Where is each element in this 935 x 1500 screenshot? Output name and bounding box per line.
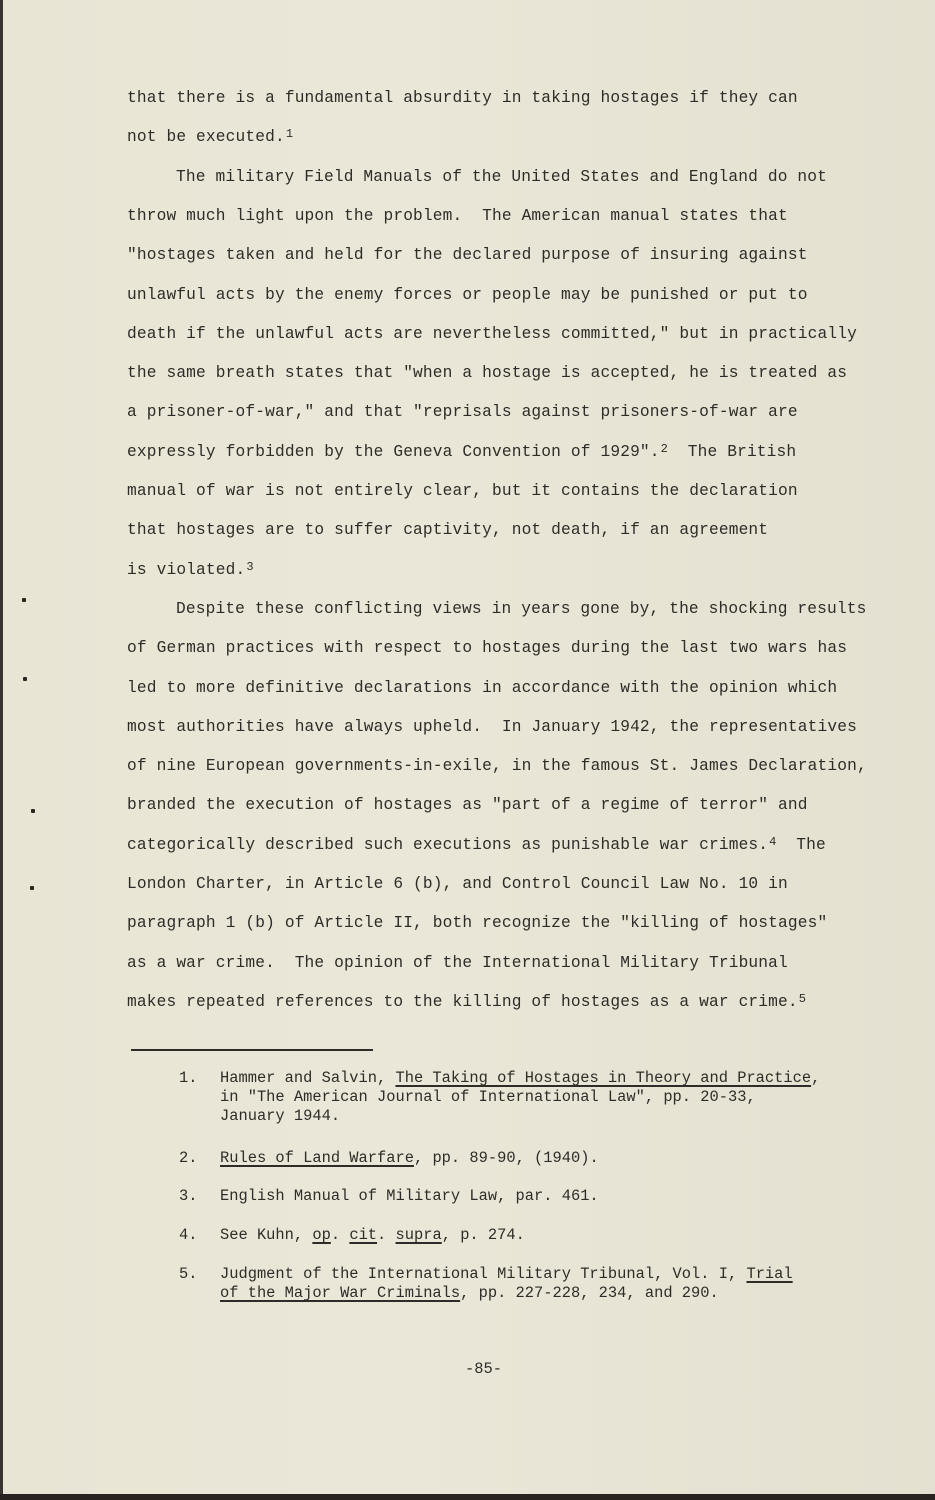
body-line (127, 481, 798, 501)
footnote-title: cit (349, 1226, 378, 1244)
footnote-text: in "The American Journal of International Law", pp. 20-33, (220, 1088, 756, 1106)
footnote-title: The Taking of Hostages in Theory and Practice (395, 1069, 812, 1087)
body-line-text: is violated. (127, 560, 246, 579)
footnote-line (220, 1187, 599, 1206)
body-line-text: "hostages taken and held for the declared purpose of insuring against (127, 246, 808, 265)
body-line-text: as a war crime. The opinion of the International Military Tribunal (127, 953, 788, 972)
body-line-text: expressly forbidden by the Geneva Convention of 1929". (127, 442, 660, 461)
footnote-text: Hammer and Salvin, (220, 1069, 396, 1087)
footnote-line (220, 1265, 793, 1284)
footnote-text: January 1944. (220, 1107, 341, 1125)
body-line-text: most authorities have always upheld. In January 1942, the representatives (127, 717, 857, 736)
body-line (127, 442, 796, 463)
body-line-text: categorically described such executions as punishable war crimes. (127, 835, 769, 854)
body-line (127, 88, 798, 108)
body-line-text: makes repeated references to the killing of hostages as a war crime. (127, 992, 798, 1011)
punch-mark (23, 677, 27, 681)
body-line (127, 402, 798, 422)
footnote-reference: 2 (660, 441, 669, 456)
footnote-line (220, 1284, 719, 1303)
body-line (127, 678, 837, 698)
punch-mark (30, 886, 34, 890)
body-line-text: that there is a fundamental absurdity in taking hostages if they can (127, 89, 798, 107)
body-line (127, 795, 808, 815)
body-line-text: of German practices with respect to hostages during the last two wars has (127, 639, 848, 658)
footnote-reference: 3 (246, 559, 254, 574)
body-line (127, 992, 806, 1013)
footnote-title: Trial (746, 1265, 793, 1283)
body-line-continuation: The British (668, 442, 797, 461)
body-line-text: unlawful acts by the enemy forces or people may be punished or put to (127, 285, 808, 304)
body-line (176, 599, 867, 619)
body-line-text: manual of war is not entirely clear, but it contains the declaration (127, 482, 798, 500)
body-line-text: London Charter, in Article 6 (b), and Control Council Law No. 10 in (127, 875, 788, 893)
footnote-number: 2. (179, 1149, 198, 1167)
footnote-text: Judgment of the International Military Tribunal, Vol. I, (220, 1265, 747, 1283)
body-line (127, 953, 788, 973)
body-line (127, 324, 857, 344)
footnote-number: 4. (179, 1226, 198, 1244)
body-line (127, 874, 788, 894)
body-line-text: of nine European governments-in-exile, in the famous St. James Declaration, (127, 757, 867, 776)
footnote-text: , pp. 89-90, (1940). (413, 1149, 599, 1167)
body-line-text: Despite these conflicting views in years gone by, the shocking results (176, 599, 867, 618)
footnote-text: See Kuhn, (220, 1226, 313, 1244)
document-page (3, 0, 935, 1494)
body-line-text: that hostages are to suffer captivity, not death, if an agreement (127, 521, 769, 540)
body-line (127, 717, 857, 737)
scan-bottom-edge (0, 1494, 935, 1500)
body-line-text: death if the unlawful acts are nevertheless committed," but in practically (127, 324, 857, 343)
footnote-line (220, 1149, 599, 1168)
body-line (127, 835, 826, 856)
body-line (127, 913, 827, 933)
body-line-text: branded the execution of hostages as "part of a regime of terror" and (127, 796, 808, 815)
footnote-reference: 4 (769, 834, 777, 849)
body-line (176, 167, 827, 187)
body-line (127, 520, 768, 540)
body-line-continuation: The (776, 835, 826, 854)
punch-mark (22, 598, 26, 602)
footnote-text: , (811, 1069, 821, 1087)
footnote-line (220, 1069, 820, 1088)
footnote-title: of the Major War Criminals (220, 1284, 461, 1302)
body-line (127, 245, 808, 265)
footnote-number: 3. (179, 1187, 198, 1205)
footnote-line (220, 1107, 340, 1126)
body-line (127, 560, 254, 581)
footnote-text: . (377, 1226, 396, 1244)
body-line-text: throw much light upon the problem. The American manual states that (127, 206, 788, 225)
footnote-number: 1. (179, 1069, 198, 1087)
body-line-text: a prisoner-of-war," and that "reprisals against prisoners-of-war are (127, 403, 798, 422)
body-line-text: led to more definitive declarations in accordance with the opinion which (127, 678, 838, 697)
body-line (127, 127, 293, 148)
body-line-text: paragraph 1 (b) of Article II, both recognize the "killing of hostages" (127, 914, 828, 933)
footnote-separator (131, 1049, 373, 1051)
body-line (127, 363, 847, 383)
body-line (127, 285, 808, 305)
footnote-line (220, 1088, 756, 1107)
body-line-text: The military Field Manuals of the United States and England do not (176, 167, 828, 186)
footnote-text: . (330, 1226, 350, 1244)
footnote-text: English Manual of Military Law, par. 461. (220, 1187, 599, 1205)
body-line (127, 756, 867, 776)
footnote-text: , pp. 227-228, 234, and 290. (460, 1284, 719, 1302)
body-line-text: the same breath states that "when a hostage is accepted, he is treated as (127, 364, 848, 383)
punch-mark (31, 809, 35, 813)
body-line (127, 638, 847, 658)
footnote-text: , p. 274. (441, 1226, 525, 1244)
page-number: -85- (465, 1360, 502, 1378)
footnote-title: op (312, 1226, 331, 1244)
footnote-title: Rules of Land Warfare (220, 1149, 414, 1167)
footnote-reference: 5 (798, 991, 807, 1006)
footnote-reference: 1 (285, 127, 294, 142)
body-line-text: not be executed. (127, 128, 285, 147)
body-line (127, 206, 788, 226)
footnote-title: supra (395, 1226, 442, 1244)
footnote-line (220, 1226, 525, 1245)
footnote-number: 5. (179, 1265, 198, 1283)
